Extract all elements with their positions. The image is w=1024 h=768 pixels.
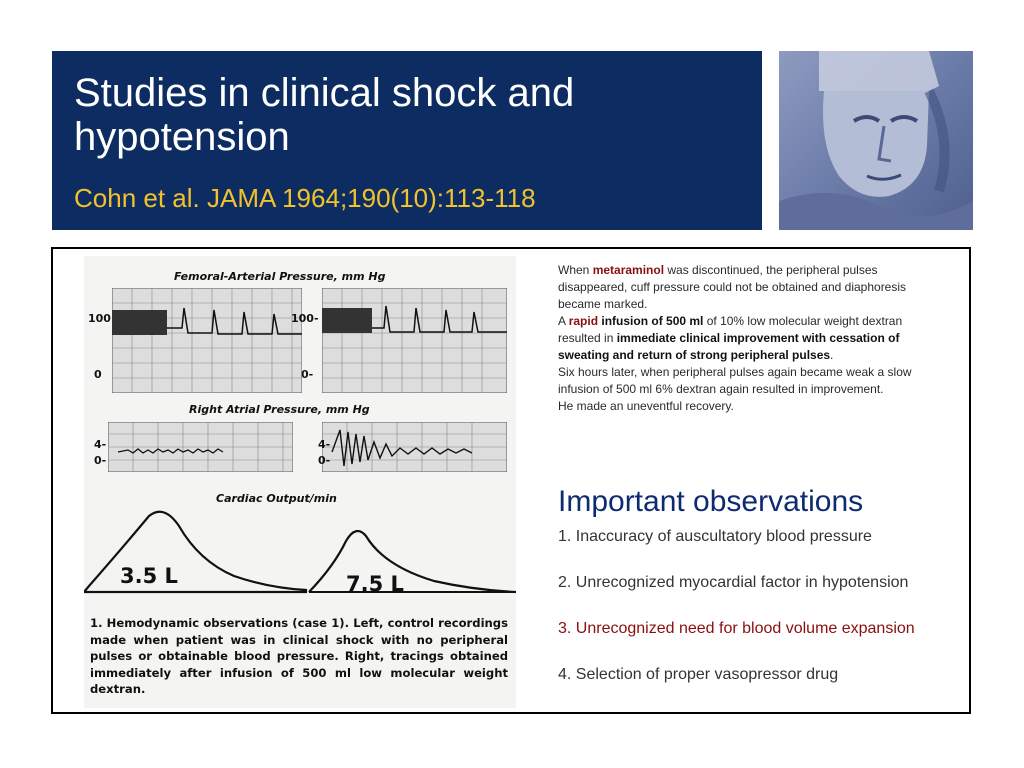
- tick-4-right: 4-: [318, 438, 331, 451]
- slide-citation: Cohn et al. JAMA 1964;190(10):113-118: [74, 183, 536, 213]
- notes-p3: Six hours later, when peripheral pulses again became weak a slow infusion of 500 ml 6% dextran again resulted in improvement.: [558, 365, 912, 396]
- notes-keyword-metaraminol: metaraminol: [592, 263, 665, 277]
- statue-head-illustration: [779, 51, 973, 230]
- cardiac-output-left-value: 3.5 L: [120, 564, 178, 588]
- observations-list: [558, 525, 958, 709]
- observation-item: 1. Inaccuracy of auscultatory blood pressure: [558, 528, 872, 545]
- figure-caption: 1. Hemodynamic observations (case 1). Left, control recordings made when patient was in clinical shock with no peripheral pulses or obtainable blood pressure. Right, tracings obtained immediately after infusion of 500 ml low molecular weight dextran.: [90, 616, 508, 696]
- tick-0b-right: 0-: [318, 454, 331, 467]
- right-atrial-label: Right Atrial Pressure, mm Hg: [189, 403, 370, 416]
- notes-bold-improvement: immediate clinical improvement with cessation of sweating and return of strong peripheral pulses: [558, 331, 900, 362]
- observation-item: 2. Unrecognized myocardial factor in hypotension: [558, 574, 909, 591]
- cardiac-output-label: Cardiac Output/min: [216, 492, 337, 505]
- notes-keyword-rapid: rapid: [568, 314, 599, 328]
- tick-100-right: 100-: [291, 312, 319, 325]
- observation-item: 4. Selection of proper vasopressor drug: [558, 666, 839, 683]
- atrial-trace-right: [322, 422, 507, 472]
- tick-100-left: 100: [88, 312, 111, 325]
- notes-bold-infusion: infusion of 500 ml: [601, 314, 704, 328]
- notes-p2-c: of 10% low molecular weight dextran resulted in: [558, 314, 903, 345]
- tick-0-right: 0-: [301, 368, 314, 381]
- tick-0-left: 0: [94, 368, 102, 381]
- cardiac-output-right-value: 7.5 L: [346, 572, 404, 596]
- femoral-trace-left: [112, 288, 302, 393]
- notes-p2-a: A: [558, 314, 569, 328]
- tick-0b-left: 0-: [94, 454, 107, 467]
- notes-p1-before: When: [558, 263, 593, 277]
- femoral-trace-right: [322, 288, 507, 393]
- femoral-arterial-label: Femoral-Arterial Pressure, mm Hg: [174, 270, 386, 283]
- title-banner: [52, 51, 762, 230]
- notes-p4: He made an uneventful recovery.: [558, 399, 734, 413]
- portrait-image: [779, 51, 973, 230]
- slide-title: Studies in clinical shock and hypotension: [74, 71, 575, 159]
- notes-p1-after: was discontinued, the peripheral pulses disappeared, cuff pressure could not be obtained and diaphoresis became marked.: [558, 263, 907, 311]
- hemodynamic-figure: [84, 256, 516, 708]
- observation-item-highlighted: 3. Unrecognized need for blood volume expansion: [558, 620, 915, 637]
- observations-heading: Important observations: [558, 485, 864, 518]
- case-notes: [558, 262, 946, 415]
- notes-p2-d: .: [830, 348, 834, 362]
- tick-4-left: 4-: [94, 438, 107, 451]
- atrial-trace-left: [108, 422, 293, 472]
